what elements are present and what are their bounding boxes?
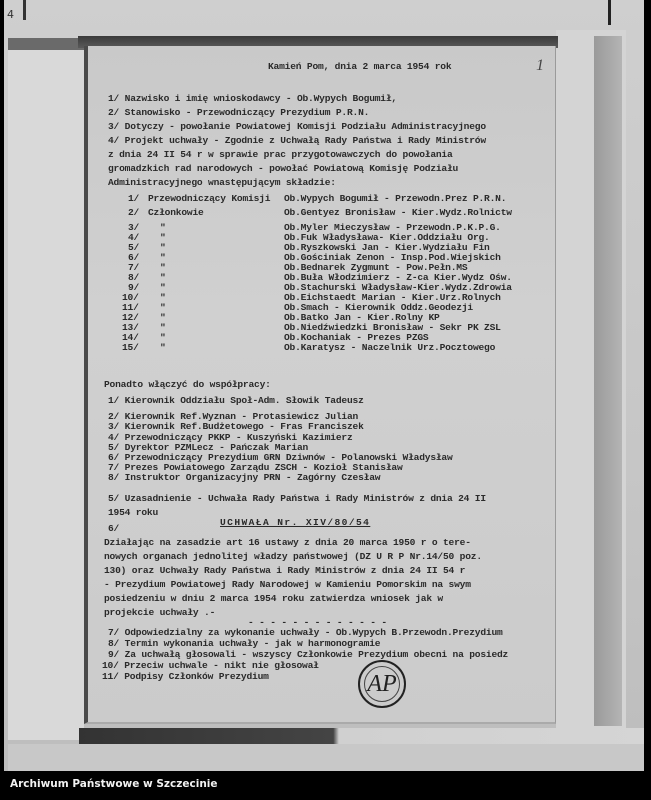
final-item: 9/ Za uchwałą głosowali - wszyscy Członkowie Prezydium obecni na posiedz [108,649,509,660]
commission-member: Ob.Kochaniak - Prezes PZGS [284,332,429,343]
justification-line: 1954 roku [108,507,159,518]
final-item: 8/ Termin wykonania uchwały - jak w harmonogramie [108,638,381,649]
document-text [88,46,555,722]
item-line: 1/ Nazwisko i imię wnioskodawcy - Ob.Wypych Bogumił, [108,93,397,104]
cooperation-item: 7/ Prezes Powiatowego Zarządu ZSCH - Kozioł Stanisław [108,462,403,473]
commission-role: " [160,222,166,233]
cooperation-heading: Ponadto włączyć do współpracy: [104,379,271,390]
commission-member: Ob.Ryszkowski Jan - Kier.Wydziału Fin [284,242,490,253]
commission-role: Członkowie [148,207,204,218]
commission-no: 6/ [128,252,140,263]
commission-member: Ob.Bednarek Zygmunt - Pow.Pełn.MS [284,262,468,273]
resolution-body-line: projekcie uchwały .- [104,607,216,618]
commission-role: " [160,252,166,263]
justification-line: 5/ Uzasadnienie - Uchwała Rady Państwa i Rady Ministrów z dnia 24 II [108,493,486,504]
commission-member: Ob.Fuk Władysława- Kier.Oddziału Org. [284,232,490,243]
final-item: 10/ Przeciw uchwale - nikt nie głosował [102,660,319,671]
commission-no: 13/ [122,322,139,333]
commission-member: Ob.Gentyez Bronisław - Kier.Wydz.Rolnictw [284,207,512,218]
cooperation-item: 6/ Przewodniczący Prezydium GRN Dziwnów - Polanowski Władysław [108,452,453,463]
scan-page-index: 4 [7,8,14,21]
commission-no: 12/ [122,312,139,323]
commission-no: 11/ [122,302,139,313]
commission-role: " [160,242,166,253]
commission-member: Ob.Myler Mieczysław - Przewodn.P.K.P.G. [284,222,501,233]
commission-role: " [160,342,166,353]
commission-role: " [160,322,166,333]
cooperation-item: 1/ Kierownik Oddziału Społ-Adm. Słowik Tadeusz [108,395,364,406]
resolution-title: UCHWAŁA Nr. XIV/80/54 [220,517,371,528]
separator-line: - - - - - - - - - - - - - [248,617,387,628]
commission-role: " [160,312,166,323]
resolution-body-line: nowych organach jednolitej władzy państwowej (DZ U R P Nr.14/50 poz. [104,551,482,562]
item-line: z dnia 24 II 54 r w sprawie prac przygotowawczych do powołania [108,149,453,160]
final-item: 7/ Odpowiedzialny za wykonanie uchwały - Ob.Wypych B.Przewodn.Prezydium [108,627,503,638]
commission-role: Przewodniczący Komisji [148,193,271,204]
resolution-number: 6/ [108,523,120,534]
commission-no: 14/ [122,332,139,343]
handwritten-page-number: 1 [536,57,544,74]
document-bottom-edge [79,728,644,744]
commission-role: " [160,302,166,313]
cooperation-item: 5/ Dyrektor PZMLecz - Pańczak Marian [108,442,309,453]
final-item: 11/ Podpisy Członków Prezydium [102,671,269,682]
scan-tick-mark [23,0,26,20]
resolution-body-line: 130) oraz Uchwały Rady Państwa i Rady Ministrów z dnia 24 II 54 r [104,565,466,576]
cooperation-item: 3/ Kierownik Ref.Budżetowego - Fras Franciszek [108,421,364,432]
commission-member: Ob.Gościniak Zenon - Insp.Pod.Wiejskich [284,252,501,263]
document-date: Kamień Pom, dnia 2 marca 1954 rok [268,61,452,72]
commission-no: 9/ [128,282,140,293]
commission-member: Ob.Batko Jan - Kier.Rolny KP [284,312,440,323]
commission-no: 10/ [122,292,139,303]
commission-role: " [160,282,166,293]
sheet-shadow [594,36,622,726]
item-line: 2/ Stanowisko - Przewodniczący Prezydium P.R.N. [108,107,370,118]
commission-role: " [160,232,166,243]
item-line: 3/ Dotyczy - powołanie Powiatowej Komisji Podziału Administracyjnego [108,121,486,132]
item-line: Administracyjnego wnastępującym składzie: [108,177,336,188]
typed-document [84,46,556,724]
scanned-image [4,0,644,771]
commission-no: 15/ [122,342,139,353]
commission-no: 8/ [128,272,140,283]
commission-member: Ob.Wypych Bogumił - Przewodn.Prez P.R.N. [284,193,507,204]
commission-member: Ob.Smach - Kierownik Oddz.Geodezji [284,302,473,313]
underlying-sheet-left [8,38,84,740]
commission-no: 3/ [128,222,140,233]
archive-caption: Archiwum Państwowe w Szczecinie [10,778,218,790]
commission-no: 7/ [128,262,140,273]
cooperation-item: 8/ Instruktor Organizacyjny PRN - Zagórny Czesław [108,472,381,483]
scan-tick-mark [608,0,611,25]
commission-no: 2/ [128,207,140,218]
commission-role: " [160,272,166,283]
commission-role: " [160,292,166,303]
item-line: 4/ Projekt uchwały - Zgodnie z Uchwałą Rady Państwa i Rady Ministrów [108,135,486,146]
commission-member: Ob.Buła Włodzimierz - Z-ca Kier.Wydz Ośw. [284,272,512,283]
commission-member: Ob.Karatysz - Naczelnik Urz.Pocztowego [284,342,496,353]
resolution-body-line: posiedzeniu w dniu 2 marca 1954 roku zatwierdza wniosek jak w [104,593,443,604]
commission-no: 1/ [128,193,140,204]
stamp-monogram: AP [367,670,397,697]
commission-member: Ob.Niedźwiedzki Bronisław - Sekr PK ZSL [284,322,501,333]
commission-member: Ob.Eichstaedt Marian - Kier.Urz.Rolnych [284,292,501,303]
commission-member: Ob.Stachurski Władysław-Kier.Wydz.Zdrowia [284,282,512,293]
cooperation-item: 2/ Kierownik Ref.Wyznan - Protasiewicz Julian [108,411,359,422]
commission-no: 4/ [128,232,140,243]
commission-no: 5/ [128,242,140,253]
archive-stamp-icon [358,660,406,708]
commission-role: " [160,262,166,273]
item-line: gromadzkich rad narodowych - powołać Powiatową Komisję Podziału [108,163,459,174]
scan-bottom-margin [8,744,644,771]
cooperation-item: 4/ Przewodniczący PKKP - Kuszyński Kazimierz [108,432,353,443]
resolution-body-line: - Prezydium Powiatowej Rady Narodowej w Kamieniu Pomorskim na swym [104,579,471,590]
resolution-body-line: Działając na zasadzie art 16 ustawy z dnia 20 marca 1950 r o tere- [104,537,471,548]
commission-role: " [160,332,166,343]
stamp-inner-ring [364,666,400,702]
